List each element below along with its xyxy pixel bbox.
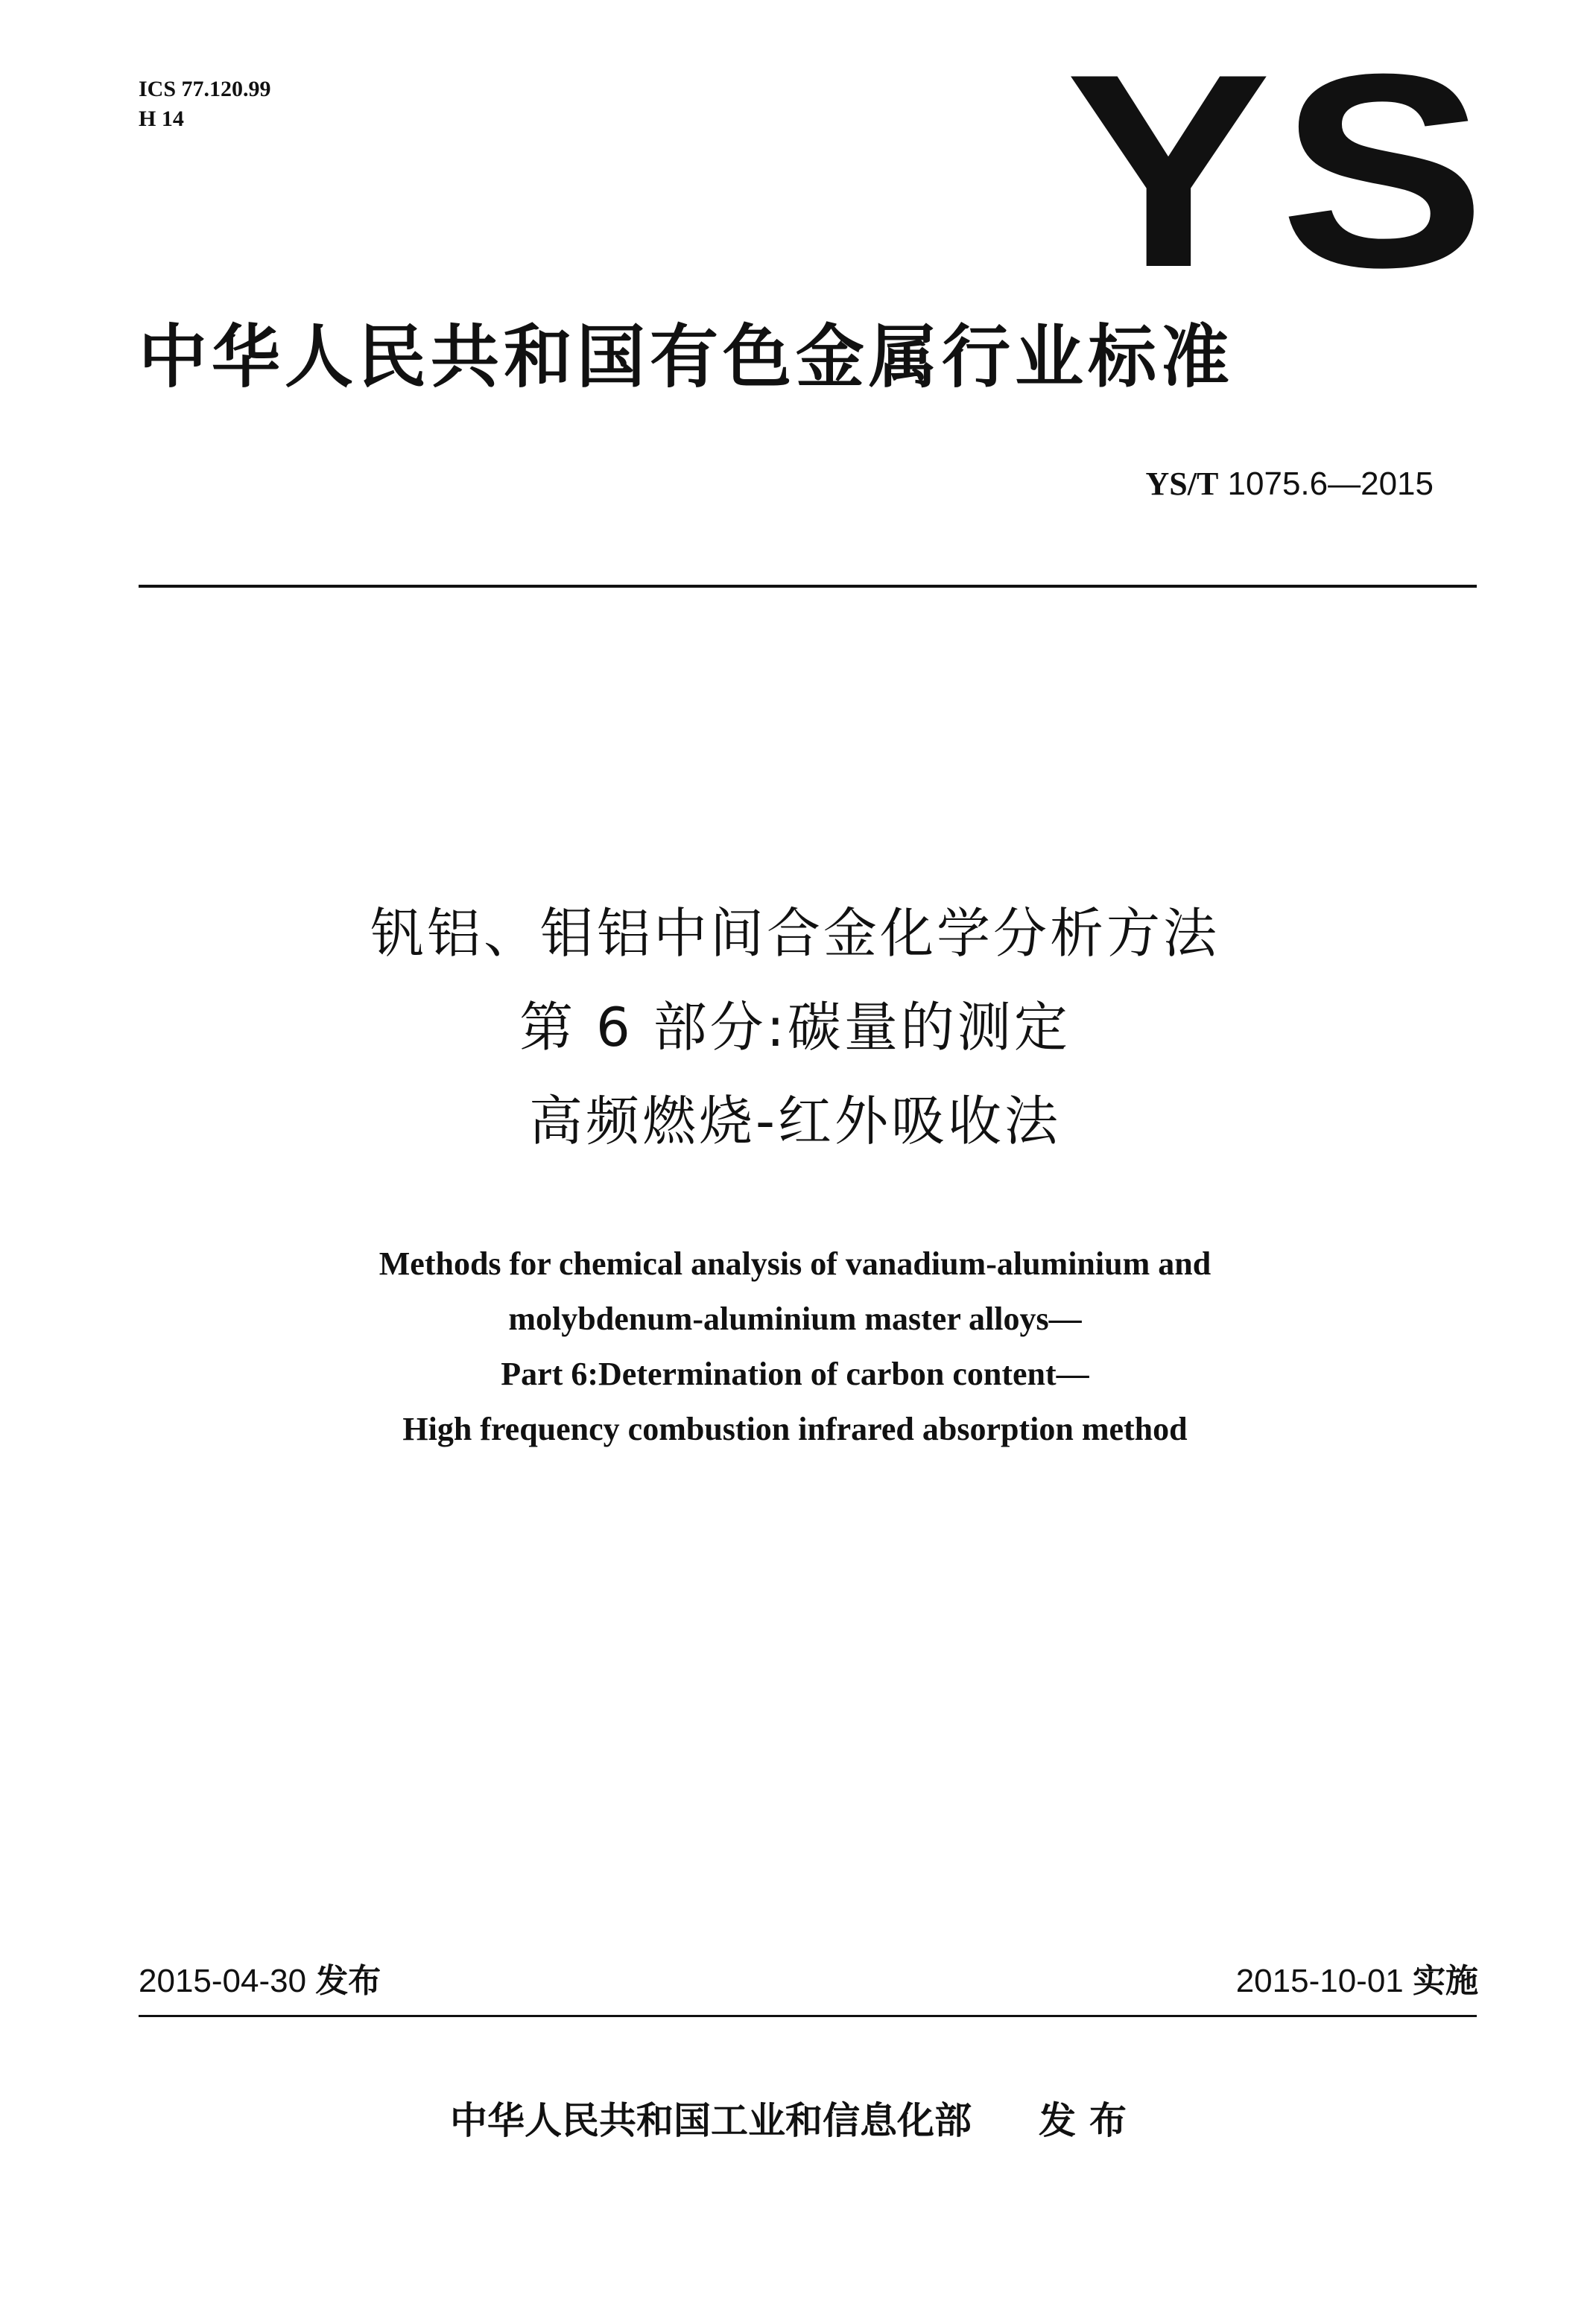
en-title-line-2: molybdenum-aluminium master alloys— bbox=[508, 1301, 1082, 1337]
cn-title-line-3: 高频燃烧-红外吸收法 bbox=[529, 1090, 1061, 1152]
implementation-date-value: 2015-10-01 bbox=[1235, 1963, 1404, 1999]
header-divider bbox=[139, 585, 1477, 588]
en-title-line-4: High frequency combustion infrared absorption method bbox=[402, 1411, 1188, 1447]
standard-code-prefix: YS/T bbox=[1145, 466, 1219, 502]
publisher bbox=[0, 2095, 1590, 2147]
standard-code-number: 1075.6—2015 bbox=[1227, 466, 1434, 502]
publisher-action: 发布 bbox=[1039, 2099, 1140, 2142]
ccs-code: H 14 bbox=[139, 107, 184, 131]
footer-divider bbox=[139, 2015, 1477, 2017]
issue-date-label: 发布 bbox=[315, 1962, 381, 2000]
document-title-english bbox=[0, 1236, 1590, 1457]
publisher-name: 中华人民共和国工业和信息化部 bbox=[450, 2099, 972, 2142]
issue-date bbox=[139, 1959, 381, 2004]
document-title-chinese bbox=[0, 886, 1590, 1168]
issue-date-value: 2015-04-30 bbox=[139, 1963, 307, 1999]
standard-code bbox=[1145, 462, 1434, 507]
implementation-date bbox=[1236, 1959, 1478, 2004]
cn-title-line-1: 钒铝、钼铝中间合金化学分析方法 bbox=[370, 902, 1220, 965]
cn-title-line-2: 第 6 部分:碳量的测定 bbox=[519, 996, 1071, 1058]
classification-codes bbox=[139, 74, 271, 134]
en-title-line-3: Part 6:Determination of carbon content— bbox=[501, 1356, 1089, 1392]
implementation-date-label: 实施 bbox=[1413, 1962, 1478, 2000]
en-title-line-1: Methods for chemical analysis of vanadium-aluminium and bbox=[379, 1245, 1211, 1282]
ys-logo: YS bbox=[1065, 17, 1495, 325]
ics-code: ICS 77.120.99 bbox=[139, 77, 271, 101]
standard-category-title: 中华人民共和国有色金属行业标准 bbox=[139, 317, 1235, 397]
